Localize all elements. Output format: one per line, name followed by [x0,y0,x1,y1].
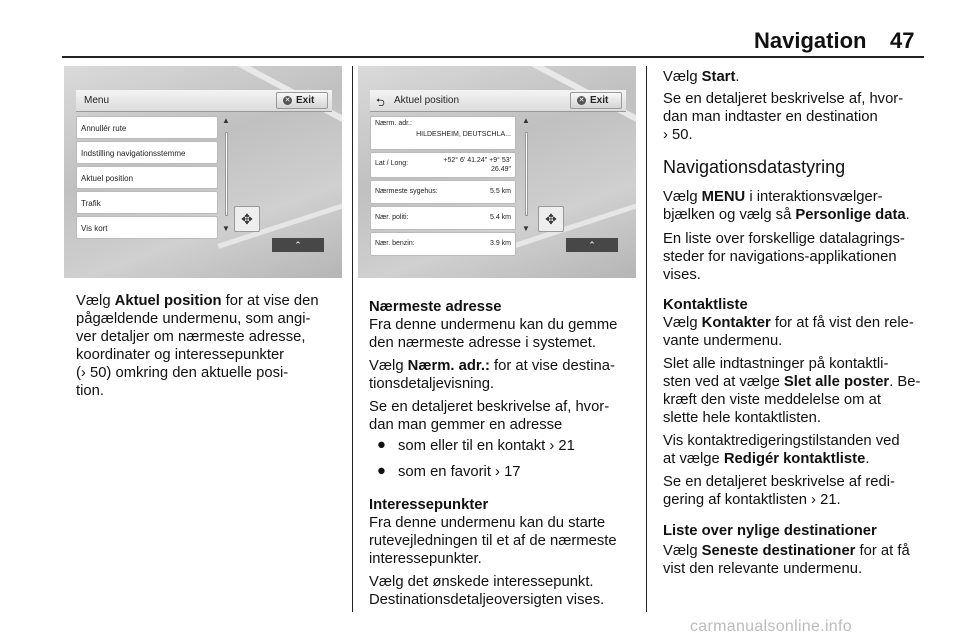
header-rule [62,56,924,58]
heading-recent-destinations: Liste over nylige destinationer [663,523,877,539]
menu-item-voice-settings[interactable]: Indstilling navigationsstemme [76,141,218,164]
bullet-item: som eller til en kontakt › 21 [398,438,575,454]
current-position-screenshot [358,66,636,278]
text: . [735,69,740,85]
text-line: vises. [663,267,701,283]
row-lat-long [370,152,516,178]
row-value: HILDESHEIM, DEUTSCHLA... [416,131,511,138]
text: . Be- [889,374,921,390]
col3-paragraph-5 [663,314,938,350]
page-section-title: Navigation [754,28,867,53]
row-nearest-police[interactable] [370,206,516,230]
text: Vælg [76,293,115,309]
row-label: Lat / Long: [375,160,409,167]
exit-label: Exit [296,95,315,106]
scrollbar[interactable] [522,116,530,236]
text-line: rutevejledningen til et af de nærmeste [369,533,617,549]
text-line: tionsdetaljevisning. [369,376,495,392]
col3-paragraph-8 [663,473,938,509]
screen-title: Aktuel position [394,95,460,106]
row-nearest-hospital[interactable] [370,180,516,204]
col3-paragraph-3 [663,188,938,224]
scroll-down-icon[interactable]: ▼ [522,224,530,233]
text-line: (› 50) omkring den aktuelle posi- [76,365,289,381]
text-line: vante undermenu. [663,333,783,349]
col3-paragraph-1 [663,68,740,86]
text: for at vise den [221,293,319,309]
text: Vælg [663,543,702,559]
heading-points-of-interest: Interessepunkter [369,497,489,513]
text-line: Destinationsdetaljeoversigten vises. [369,592,605,608]
row-nearest-fuel[interactable] [370,232,516,256]
text-line: Fra denne undermenu kan du starte [369,515,606,531]
menu-item-traffic[interactable]: Trafik [76,191,218,214]
term: Redigér kontaktliste [723,451,866,467]
exit-button[interactable] [570,92,622,109]
map-center-icon[interactable]: ✥ [234,206,260,232]
term: MENU [701,189,746,205]
bullet-dot: ● [377,463,386,479]
text-line: dan man indtaster en destination [663,109,878,125]
text-line: Slet alle indtastninger på kontaktli- [663,356,889,372]
heading-nearest-address: Nærmeste adresse [369,299,502,315]
scrollbar[interactable] [222,116,230,236]
text-line: Se en detaljeret beskrivelse af redi- [663,474,895,490]
back-icon[interactable]: ⮌ [376,97,385,109]
position-list [370,116,516,258]
col2-paragraph-1 [369,316,644,352]
text: sten ved at vælge [663,374,784,390]
text: for at vise destina- [489,358,615,374]
text-line: steder for navigations-applikationen [663,249,897,265]
term: Slet alle poster [783,374,890,390]
scroll-up-icon[interactable]: ▲ [522,116,530,125]
term: Kontakter [701,315,771,331]
column-divider-1 [352,66,353,612]
scroll-down-icon[interactable]: ▼ [222,224,230,233]
term: Start [701,69,736,85]
col3-paragraph-7 [663,432,938,468]
menu-item-show-map[interactable]: Vis kort [76,216,218,239]
screen-title: Menu [84,95,110,106]
col3-paragraph-6 [663,355,943,427]
page-number: 47 [890,28,915,53]
menu-list [76,116,218,241]
row-value: 3.9 km [489,240,511,247]
text: at vælge [663,451,724,467]
col2-paragraph-2 [369,357,644,393]
col3-paragraph-2 [663,90,933,144]
menu-item-current-position[interactable]: Aktuel position [76,166,218,189]
exit-label: Exit [590,95,609,106]
text: i interaktionsvælger- [745,189,883,205]
text-line: En liste over forskellige datalagrings- [663,231,905,247]
text-line: Se en detaljeret beskrivelse af, hvor- [369,399,610,415]
row-label: Nærmeste sygehus: [375,188,438,195]
text-line: › 50. [663,127,693,143]
text-line: vist den relevante undermenu. [663,561,863,577]
text-line: dan man gemmer en adresse [369,417,563,433]
bullet-dot: ● [377,437,386,453]
row-value: 5.5 km [489,188,511,195]
menu-item-cancel-route[interactable]: Annullér rute [76,116,218,139]
scroll-track [525,132,528,216]
watermark: carmanualsonline.info [690,618,852,635]
col2-paragraph-5 [369,573,644,609]
menu-screenshot [64,66,342,278]
text-line: Vælg det ønskede interessepunkt. [369,574,594,590]
col3-paragraph-9 [663,542,938,578]
text: . [865,451,870,467]
map-center-icon[interactable]: ✥ [538,206,564,232]
text: Vælg [663,315,702,331]
term: Nærm. adr.: [407,358,490,374]
row-label: Nær. politi: [375,214,409,221]
text-line: den nærmeste adresse i systemet. [369,335,596,351]
heading-navigation-data: Navigationsdatastyring [663,157,846,177]
text-line: tion. [76,383,104,399]
text-line: slette hele kontaktlisten. [663,410,821,426]
text: Vælg [663,189,702,205]
text-line: Fra denne undermenu kan du gemme [369,317,618,333]
col3-paragraph-4 [663,230,938,284]
collapse-tab-button[interactable]: ⌃ [272,238,324,252]
term: Seneste destinationer [701,543,856,559]
text: bjælken og vælg så [663,207,796,223]
screen-title-bar [370,90,626,112]
row-label: Nærm. adr.: [375,120,412,127]
scroll-up-icon[interactable]: ▲ [222,116,230,125]
text-line: kræft den viste meddelelse om at [663,392,881,408]
text-line: Se en detaljeret beskrivelse af, hvor- [663,91,904,107]
heading-contact-list: Kontaktliste [663,297,748,313]
text: for at få [855,543,910,559]
text: Vælg [369,358,408,374]
text: for at få vist den rele- [770,315,914,331]
term: Personlige data [795,207,906,223]
collapse-tab-button[interactable]: ⌃ [566,238,618,252]
row-label: Nær. benzin: [375,240,415,247]
text-line: ver detaljer om nærmeste adresse, [76,329,306,345]
row-value: 5.4 km [489,214,511,221]
text: Vælg [663,69,702,85]
screen-title-bar [76,90,332,112]
text-line: pågældende undermenu, som angi- [76,311,311,327]
row-nearest-address[interactable] [370,116,516,150]
text-line: koordinater og interessepunkter [76,347,285,363]
term: Aktuel position [114,293,222,309]
col2-paragraph-3 [369,398,644,434]
col2-paragraph-4 [369,514,649,568]
bullet-item: som en favorit › 17 [398,464,521,480]
text-line: Vis kontaktredigeringstilstanden ved [663,433,900,449]
exit-icon: ✕ [284,97,291,104]
row-value: +52° 6' 41.24" +9° 53' 26.49" [443,157,511,173]
col1-paragraph [76,292,346,400]
scroll-track [225,132,228,216]
exit-button[interactable] [276,92,328,109]
text-line: gering af kontaktlisten › 21. [663,492,841,508]
text: . [905,207,910,223]
text-line: interessepunkter. [369,551,482,567]
exit-icon: ✕ [578,97,585,104]
